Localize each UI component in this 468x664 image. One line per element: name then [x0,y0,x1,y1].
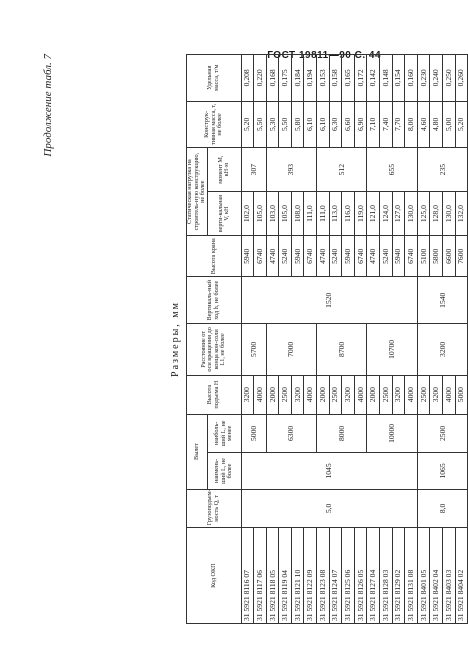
col-mass-height: Высота крана [187,236,242,277]
cell-vertical: 113,0 [329,192,342,236]
cell-mass-height: 4740 [367,236,380,277]
cell-mass-height: 6740 [254,236,267,277]
col-capacity: Грузоподъем-ность Q, т [187,489,242,528]
cell-code: 31 5921 8119 04 [279,528,292,624]
cell-moment: 655 [367,148,417,192]
cell-structural-mass: 8,00 [405,101,418,148]
cell-specific-mass: 0,172 [354,55,367,102]
cell-moment: 393 [266,148,316,192]
cell-specific-mass: 0,220 [254,55,267,102]
cell-structural-mass: 6,30 [329,101,342,148]
cell-mass-height: 6740 [354,236,367,277]
cell-specific-mass: 0,208 [241,55,254,102]
cell-reach-max: 6300 [266,414,316,453]
cell-code: 31 5921 8128 03 [380,528,393,624]
cell-vert: 1540 [417,277,467,324]
cell-mass-height: 5240 [329,236,342,277]
col-structural-mass: Конструк-тивная масса, т, не более [187,101,242,148]
cell-capacity: 8,0 [417,489,467,528]
cell-mass-height: 5240 [380,236,393,277]
cell-mass-height: 5240 [279,236,292,277]
cell-height: 3200 [342,375,355,414]
cell-vertical: 124,0 [380,192,393,236]
cell-height: 3200 [430,375,443,414]
cell-dist: 8700 [317,324,367,376]
cell-specific-mass: 0,230 [417,55,430,102]
cell-structural-mass: 4,80 [430,101,443,148]
col-static-load: Статическая нагрузка на строитель-ную конструкцию, не более [187,148,208,236]
cell-moment: 307 [241,148,266,192]
data-table [186,54,468,624]
col-specific-mass: Удельная масса, т/м [187,55,242,102]
col-reach-max: наиболь-ший L, не менее [207,414,241,453]
cell-vertical: 128,0 [430,192,443,236]
cell-capacity: 5,0 [241,489,417,528]
cell-height: 4000 [304,375,317,414]
cell-vertical: 103,0 [266,192,279,236]
cell-specific-mass: 0,148 [380,55,393,102]
cell-structural-mass: 5,20 [455,101,468,148]
cell-mass-height: 5800 [430,236,443,277]
cell-mass-height: 4740 [266,236,279,277]
cell-height: 2000 [317,375,330,414]
cell-structural-mass: 5,30 [266,101,279,148]
cell-specific-mass: 0,168 [266,55,279,102]
cell-structural-mass: 7,70 [392,101,405,148]
cell-moment: 235 [417,148,467,192]
cell-reach-max: 10000 [367,414,417,453]
cell-code: 31 5921 8116 07 [241,528,254,624]
cell-vertical: 105,0 [254,192,267,236]
page-header: ГОСТ 19811—90 С. 44 [267,50,381,61]
cell-mass-height: 6740 [304,236,317,277]
cell-vertical: 116,0 [342,192,355,236]
cell-vertical: 102,0 [241,192,254,236]
cell-mass-height: 7600 [455,236,468,277]
cell-vertical: 130,0 [443,192,456,236]
cell-vertical: 105,0 [279,192,292,236]
cell-dist: 5700 [241,324,266,376]
cell-structural-mass: 5,50 [279,101,292,148]
cell-code: 31 5921 8123 08 [317,528,330,624]
cell-vertical: 111,0 [304,192,317,236]
cell-code: 31 5921 8404 02 [455,528,468,624]
cell-structural-mass: 5,00 [443,101,456,148]
cell-structural-mass: 7,10 [367,101,380,148]
rotated-table-area [40,54,466,624]
cell-mass-height: 6600 [443,236,456,277]
cell-height: 2000 [266,375,279,414]
cell-vertical: 121,0 [367,192,380,236]
cell-vertical: 108,0 [291,192,304,236]
col-vertical: верти-кальная V, кН [207,192,241,236]
cell-height: 4000 [254,375,267,414]
cell-vert: 1520 [241,277,417,324]
cell-structural-mass: 6,90 [354,101,367,148]
col-moment: момент М, кН·м [207,148,241,192]
cell-mass-height: 5940 [291,236,304,277]
col-reach: Вылет [187,414,208,489]
cell-code: 31 5921 8121 10 [291,528,304,624]
cell-structural-mass: 5,80 [291,101,304,148]
cell-code: 31 5921 8129 02 [392,528,405,624]
cell-dist: 10700 [367,324,417,376]
cell-code: 31 5921 8122 09 [304,528,317,624]
cell-height: 2500 [380,375,393,414]
col-dist-axis: Расстояние от оси вращения до конца кон-соли L1, не более [187,324,242,376]
cell-height: 3200 [291,375,304,414]
cell-mass-height: 5940 [342,236,355,277]
cell-specific-mass: 0,165 [342,55,355,102]
cell-mass-height: 6740 [405,236,418,277]
cell-height: 4000 [354,375,367,414]
cell-code: 31 5921 8131 08 [405,528,418,624]
cell-structural-mass: 6,60 [342,101,355,148]
cell-specific-mass: 0,154 [392,55,405,102]
cell-code: 31 5921 8403 03 [443,528,456,624]
cell-vertical: 130,0 [405,192,418,236]
cell-code: 31 5921 8126 05 [354,528,367,624]
cell-reach-min: 1045 [241,453,417,489]
cell-height: 2000 [367,375,380,414]
cell-dist: 7000 [266,324,316,376]
cell-height: 3200 [241,375,254,414]
cell-vertical: 132,0 [455,192,468,236]
cell-height: 3200 [392,375,405,414]
col-height: Высота подъема H [187,375,242,414]
col-vert-travel: Вертикаль-ный ход h, не более [187,277,242,324]
cell-vertical: 111,0 [317,192,330,236]
cell-height: 4000 [443,375,456,414]
cell-height: 2500 [417,375,430,414]
cell-height: 2500 [329,375,342,414]
continuation-caption: Продолжение табл. 7 [42,54,54,157]
cell-height: 5000 [455,375,468,414]
dimensions-label: Размеры, мм [170,301,181,377]
cell-reach-max: 2500 [417,414,467,453]
cell-height: 2500 [279,375,292,414]
cell-mass-height: 5940 [241,236,254,277]
cell-vertical: 119,0 [354,192,367,236]
cell-code: 31 5921 8125 06 [342,528,355,624]
col-reach-min: наимень-ший L, не более [207,453,241,489]
cell-specific-mass: 0,194 [304,55,317,102]
cell-structural-mass: 4,60 [417,101,430,148]
cell-structural-mass: 6,10 [317,101,330,148]
cell-mass-height: 5940 [392,236,405,277]
cell-mass-height: 5100 [417,236,430,277]
cell-code: 31 5921 8401 05 [417,528,430,624]
cell-reach-min: 1065 [417,453,467,489]
cell-specific-mass: 0,240 [430,55,443,102]
cell-code: 31 5921 8402 04 [430,528,443,624]
cell-height: 4000 [405,375,418,414]
cell-specific-mass: 0,153 [317,55,330,102]
cell-specific-mass: 0,260 [455,55,468,102]
cell-code: 31 5921 8127 04 [367,528,380,624]
cell-specific-mass: 0,175 [279,55,292,102]
cell-dist: 3200 [417,324,467,376]
cell-code: 31 5921 8118 05 [266,528,279,624]
cell-code: 31 5921 8124 07 [329,528,342,624]
cell-mass-height: 4740 [317,236,330,277]
cell-vertical: 127,0 [392,192,405,236]
cell-specific-mass: 0,158 [329,55,342,102]
cell-reach-max: 5000 [241,414,266,453]
cell-specific-mass: 0,184 [291,55,304,102]
cell-reach-max: 8000 [317,414,367,453]
cell-structural-mass: 7,40 [380,101,393,148]
cell-specific-mass: 0,142 [367,55,380,102]
cell-specific-mass: 0,160 [405,55,418,102]
col-okp: Код ОКП [187,528,242,624]
cell-structural-mass: 5,20 [241,101,254,148]
cell-structural-mass: 6,10 [304,101,317,148]
cell-moment: 512 [317,148,367,192]
cell-structural-mass: 5,50 [254,101,267,148]
cell-vertical: 125,0 [417,192,430,236]
cell-code: 31 5921 8117 06 [254,528,267,624]
cell-specific-mass: 0,250 [443,55,456,102]
